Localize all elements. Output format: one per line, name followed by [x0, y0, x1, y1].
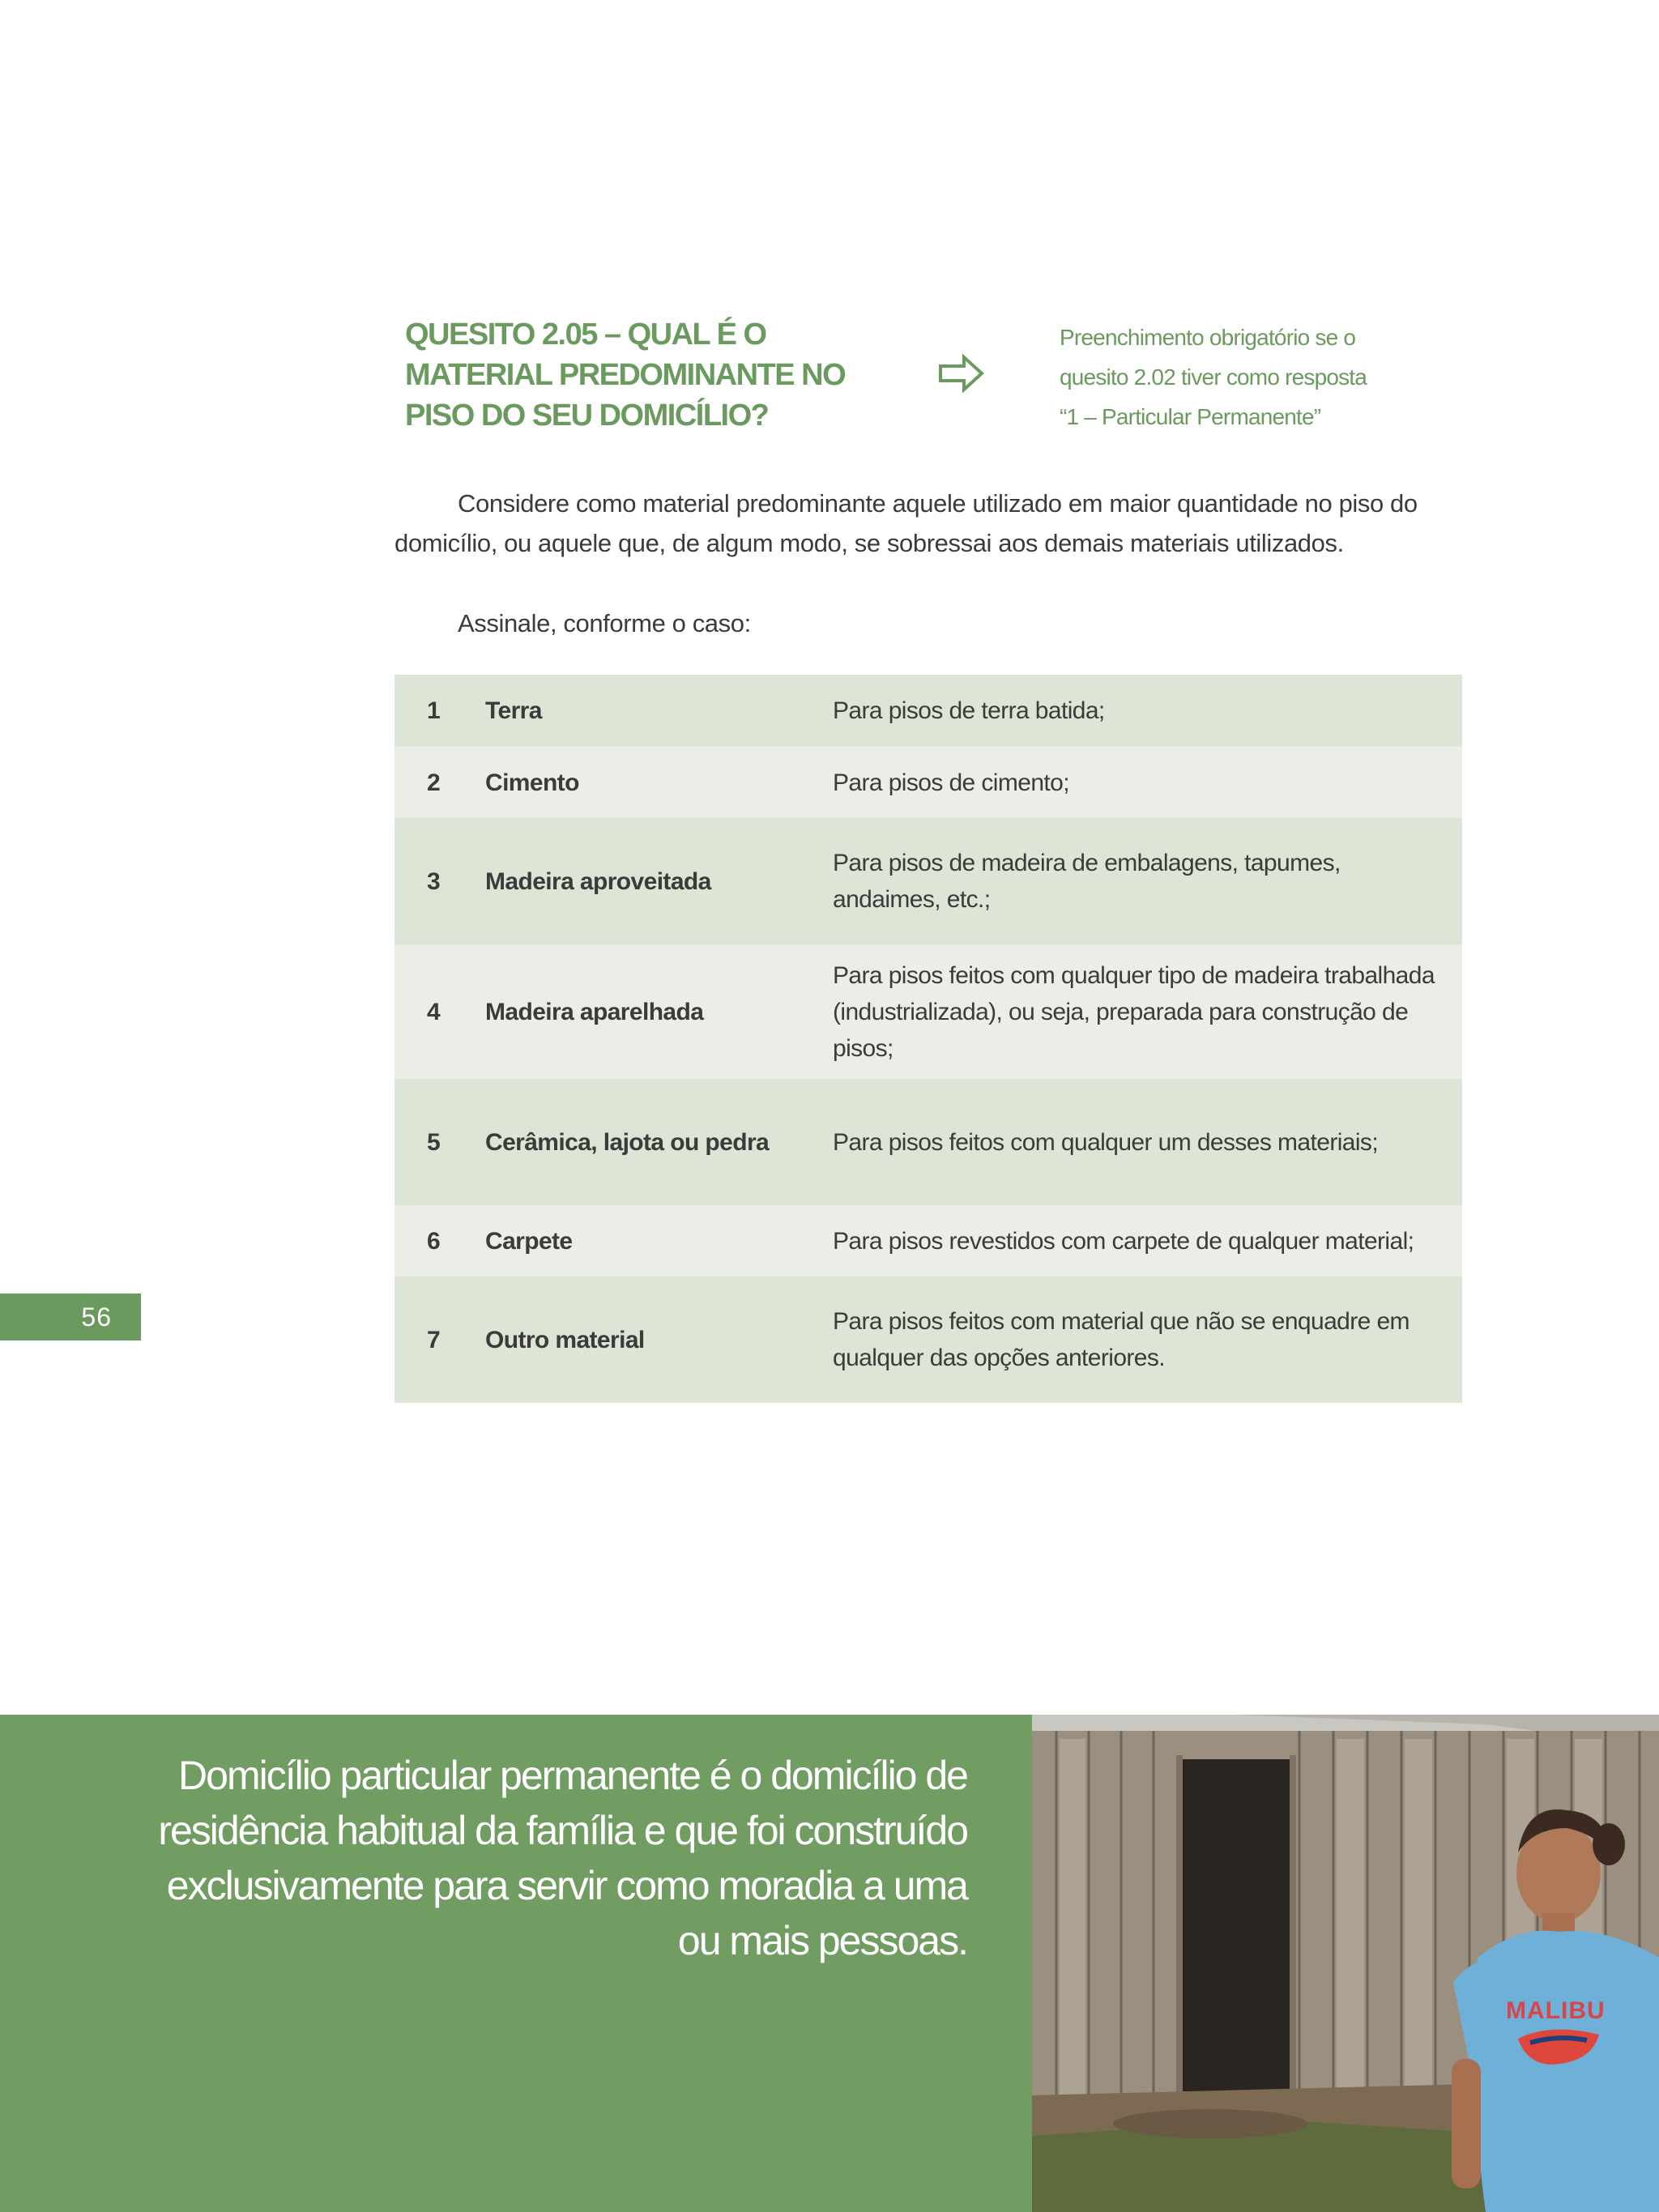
option-description: Para pisos de madeira de embalagens, tapumes, andaimes, etc.; — [817, 818, 1462, 944]
note-line: quesito 2.02 tiver como resposta — [1060, 364, 1367, 390]
option-label: Madeira aparelhada — [485, 944, 817, 1079]
option-code: 7 — [394, 1276, 485, 1403]
option-label: Cimento — [485, 747, 817, 818]
option-description: Para pisos revestidos com carpete de qualquer material; — [817, 1205, 1462, 1276]
instruction-text: Assinale, conforme o caso: — [458, 609, 751, 637]
option-label: Carpete — [485, 1205, 817, 1276]
option-row — [394, 675, 1462, 747]
option-row — [394, 818, 1462, 944]
option-description: Para pisos feitos com qualquer um desses materiais; — [817, 1079, 1462, 1205]
option-row — [394, 1079, 1462, 1205]
option-code: 5 — [394, 1079, 485, 1205]
option-label: Madeira aproveitada — [485, 818, 817, 944]
note-line: Preenchimento obrigatório se o — [1060, 325, 1356, 350]
question-title: QUESITO 2.05 – QUAL É O MATERIAL PREDOMINANTE NO PISO DO SEU DOMICÍLIO? — [405, 318, 846, 433]
arrow-right-icon — [938, 353, 985, 394]
option-label: Cerâmica, lajota ou pedra — [485, 1079, 817, 1205]
option-code: 6 — [394, 1205, 485, 1276]
wooden-house-photo — [1032, 1715, 1659, 2212]
option-code: 1 — [394, 675, 485, 747]
page-number: 56 — [0, 1294, 141, 1340]
option-label: Outro material — [485, 1276, 817, 1403]
option-label: Terra — [485, 675, 817, 747]
option-description: Para pisos de cimento; — [817, 747, 1462, 818]
option-row — [394, 1276, 1462, 1403]
option-description: Para pisos de terra batida; — [817, 675, 1462, 747]
option-row — [394, 944, 1462, 1079]
options-table — [394, 675, 1462, 1403]
option-row — [394, 1205, 1462, 1276]
option-code: 3 — [394, 818, 485, 944]
option-code: 4 — [394, 944, 485, 1079]
intro-paragraph: Considere como material predominante aquele utilizado em maior quantidade no piso do domicílio, ou aquele que, de algum modo, se sobressai aos demais materiais utilizados. — [394, 489, 1418, 557]
option-row — [394, 747, 1462, 818]
option-description: Para pisos feitos com qualquer tipo de madeira trabalhada (industrializada), ou seja, preparada para construção de pisos; — [817, 944, 1462, 1079]
shirt-text: MALIBU — [1506, 1997, 1606, 2024]
note-line: “1 – Particular Permanente” — [1060, 404, 1321, 429]
option-code: 2 — [394, 747, 485, 818]
option-description: Para pisos feitos com material que não se enquadre em qualquer das opções anteriores. — [817, 1276, 1462, 1403]
mandatory-fill-note — [1060, 318, 1448, 437]
definition-quote: Domicílio particular permanente é o domicílio de residência habitual da família e que foi construído exclusivamente para servir como moradia a uma ou mais pessoas. — [158, 1753, 967, 1963]
